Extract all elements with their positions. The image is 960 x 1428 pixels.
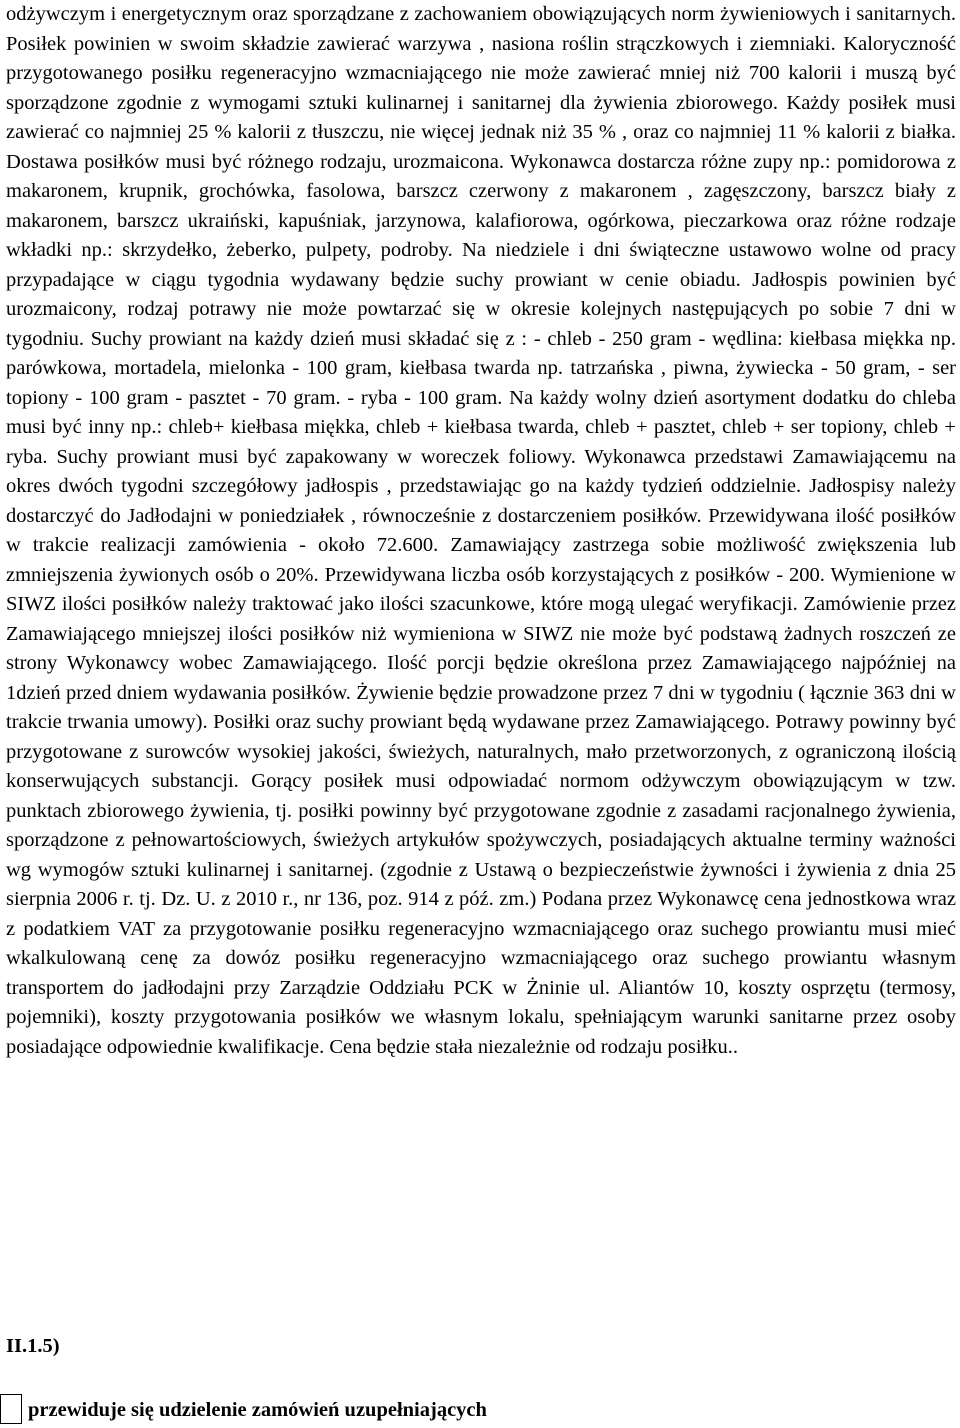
supplementary-orders-label: przewiduje się udzielenie zamówień uzupełniających: [28, 1399, 487, 1421]
section-number: II.1.5): [6, 1335, 60, 1357]
option-row: [0, 1390, 487, 1424]
supplementary-orders-checkbox[interactable]: [0, 1394, 22, 1424]
body-paragraph: odżywczym i energetycznym oraz sporządzane z zachowaniem obowiązujących norm żywieniowych i sanitarnych. Posiłek powinien w swoim składzie zawierać warzywa , nasiona roślin strączkowych i ziemniaki. Kaloryczność przygotowanego posiłku regeneracyjno wzmacniającego nie może zawierać mniej niż 700 kalorii i muszą być sporządzone zgodnie z wymogami sztuki kulinarnej i sanitarnej dla żywienia zbiorowego. Każdy posiłek musi zawierać co najmniej 25 % kalorii z tłuszczu, nie więcej jednak niż 35 % , oraz co najmniej 11 % kalorii z białka. Dostawa posiłków musi być różnego rodzaju, urozmaicona. Wykonawca dostarcza różne zupy np.: pomidorowa z makaronem, krupnik, grochówka, fasolowa, barszcz czerwony z makaronem , zagęszczony, barszcz biały z makaronem, barszcz ukraiński, kapuśniak, jarzynowa, kalafiorowa, ogórkowa, pieczarkowa oraz różne rodzaje wkładki np.: skrzydełko, żeberko, pulpety, podroby. Na niedziele i dni świąteczne ustawowo wolne od pracy przypadające w ciągu tygodnia wydawany będzie suchy prowiant w cenie obiadu. Jadłospis powinien być urozmaicony, rodzaj potrawy nie może powtarzać się w okresie kolejnych następujących po sobie 7 dni w tygodniu. Suchy prowiant na każdy dzień musi składać się z : - chleb - 250 gram - wędlina: kiełbasa miękka np. parówkowa, mortadela, mielonka - 100 gram, kiełbasa twarda np. tatrzańska , piwna, żywiecka - 50 gram, - ser topiony - 100 gram - pasztet - 70 gram. - ryba - 100 gram. Na każdy wolny dzień asortyment dodatku do chleba musi być inny np.: chleb+ kiełbasa miękka, chleb + kiełbasa twarda, chleb + pasztet, chleb + ser topiony, chleb + ryba. Suchy prowiant musi być zapakowany w woreczek foliowy. Wykonawca przedstawi Zamawiającemu na okres dwóch tygodni szczegółowy jadłospis , przedstawiając go na każdy tydzień oddzielnie. Jadłospisy należy dostarczyć do Jadłodajni w poniedziałek , równocześnie z dostarczeniem posiłków. Przewidywana ilość posiłków w trakcie realizacji zamówienia - około 72.600. Zamawiający zastrzega sobie możliwość zwiększenia lub zmniejszenia żywionych osób o 20%. Przewidywana liczba osób korzystających z posiłków - 200. Wymienione w SIWZ ilości posiłków należy traktować jako ilości szacunkowe, które mogą ulegać weryfikacji. Zamówienie przez Zamawiającego mniejszej ilości posiłków niż wymieniona w SIWZ nie może być podstawą żadnych roszczeń ze strony Wykonawcy wobec Zamawiającego. Ilość porcji będzie określona przez Zamawiającego najpóźniej na 1dzień przed dniem wydawania posiłków. Żywienie będzie prowadzone przez 7 dni w tygodniu ( łącznie 363 dni w trakcie trwania umowy). Posiłki oraz suchy prowiant będą wydawane przez Zamawiającego. Potrawy powinny być przygotowane z surowców wysokiej jakości, świeżych, naturalnych, mało przetworzonych, z ograniczoną ilością konserwujących substancji. Gorący posiłek musi odpowiadać normom odżywczym obowiązującym w tzw. punktach zbiorowego żywienia, tj. posiłki powinny być przygotowane zgodnie z zasadami racjonalnego żywienia, sporządzone z pełnowartościowych, świeżych artykułów spożywczych, posiadających aktualne terminy ważności wg wymogów sztuki kulinarnej i sanitarnej. (zgodnie z Ustawą o bezpieczeństwie żywności i żywienia z dnia 25 sierpnia 2006 r. tj. Dz. U. z 2010 r., nr 136, poz. 914 z póź. zm.) Podana przez Wykonawcę cena jednostkowa wraz z podatkiem VAT za przygotowanie posiłku regeneracyjno wzmacniającego oraz suchego prowiantu musi mieć wkalkulowaną cenę za dowóz posiłku regeneracyjno wzmacniającego oraz suchego prowiantu własnym transportem do jadłodajni przy Zarządzie Oddziału PCK w Żninie ul. Aliantów 10, koszty osprzętu (termosy, pojemniki), koszty przygotowania posiłków we własnym lokalu, spełniającym warunki sanitarne przez osoby posiadające odpowiednie kwalifikacje. Cena będzie stała niezależnie od rodzaju posiłku..: [6, 3, 956, 1058]
document-page: [6, 0, 956, 1062]
